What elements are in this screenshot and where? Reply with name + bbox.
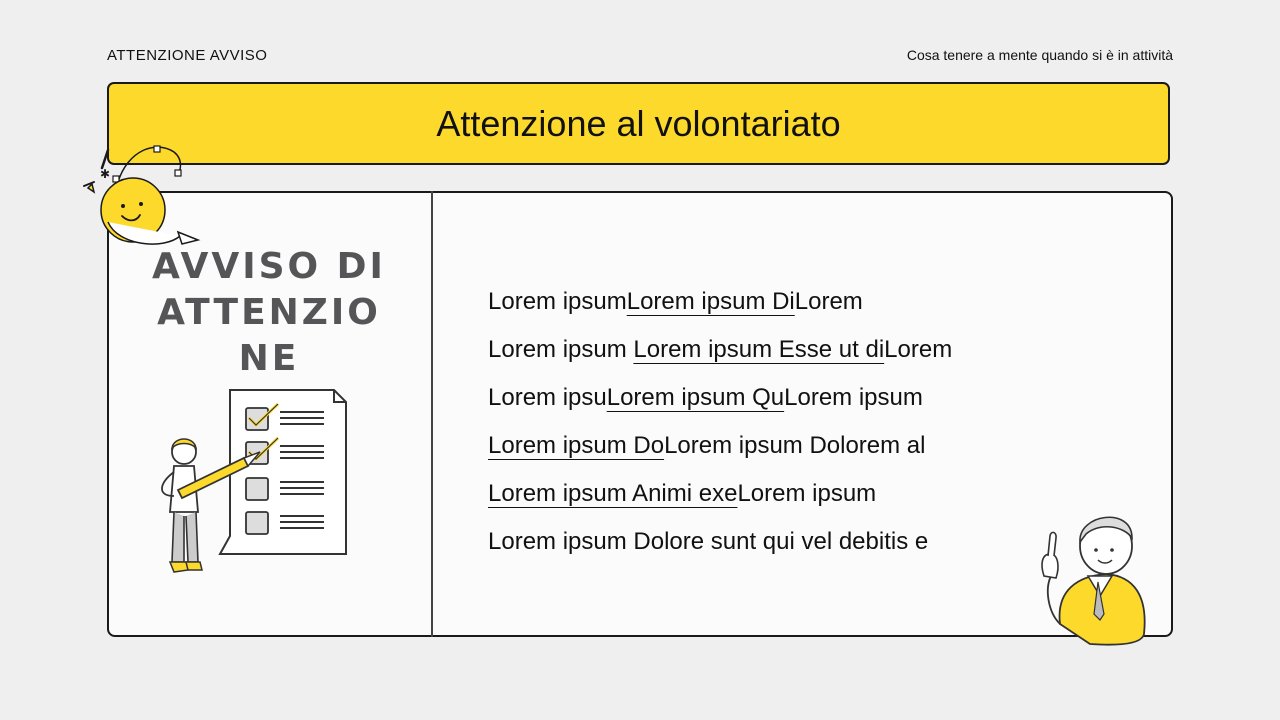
header-subtitle: Cosa tenere a mente quando si è in attività <box>906 47 1173 63</box>
side-heading: AVVISO DI ATTENZIONE <box>152 246 386 379</box>
list-item: Lorem ipsum Dolore sunt qui vel debitis e <box>488 528 929 555</box>
list-item: Lorem ipsumLorem ipsum DiLorem <box>488 288 863 315</box>
card-divider <box>431 191 433 637</box>
header-label: ATTENZIONE AVVISO <box>107 47 268 64</box>
page-title: Attenzione al volontariato <box>436 102 841 144</box>
pointing-man-illustration <box>1030 504 1152 650</box>
checklist-person-illustration <box>148 386 353 582</box>
list-item: Lorem ipsum Lorem ipsum Esse ut diLorem <box>488 336 953 363</box>
smiley-balloon-icon <box>78 142 208 252</box>
svg-text:✱: ✱ <box>100 167 111 181</box>
title-banner <box>107 82 1170 165</box>
list-item: Lorem ipsum Animi exeLorem ipsum <box>488 480 877 507</box>
list-item: Lorem ipsum DoLorem ipsum Dolorem al <box>488 432 926 459</box>
lorem-list <box>488 278 952 566</box>
list-item: Lorem ipsuLorem ipsum QuLorem ipsum <box>488 384 923 411</box>
